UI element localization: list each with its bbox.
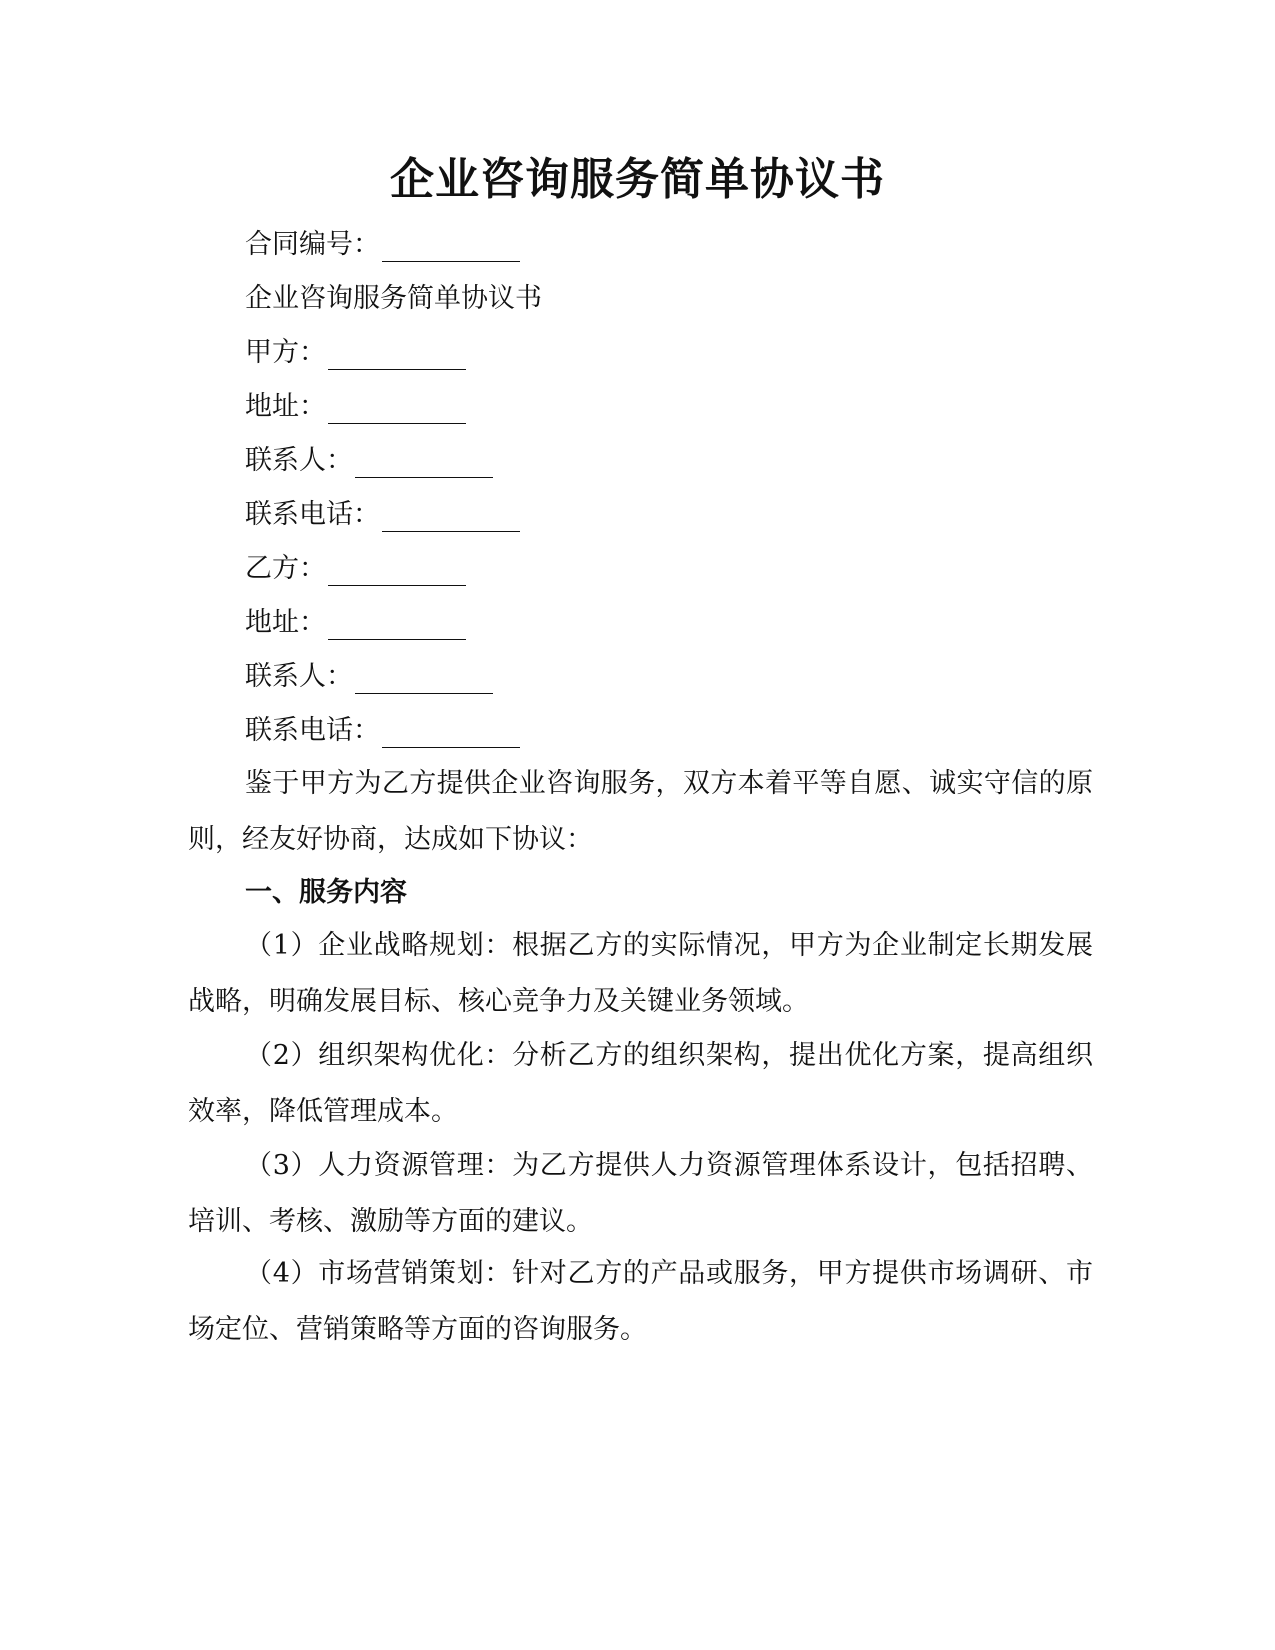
party-b-contact-field	[245, 660, 493, 694]
party-b-phone-field	[245, 714, 520, 748]
party-a-name-blank	[328, 343, 466, 370]
party-b-address-blank	[328, 613, 466, 640]
party-a-address-label: 地址：	[245, 391, 326, 422]
contract-number-label: 合同编号：	[245, 229, 380, 260]
document-subtitle: 企业咨询服务简单协议书	[245, 283, 542, 314]
party-b-address-field	[245, 606, 466, 640]
party-b-contact-blank	[355, 667, 493, 694]
preamble-paragraph: 鉴于甲方为乙方提供企业咨询服务，双方本着平等自愿、诚实守信的原则，经友好协商，达成如下协议：	[188, 768, 1093, 855]
party-a-phone-label: 联系电话：	[245, 499, 380, 530]
party-a-address-field	[245, 390, 466, 424]
party-a-phone-field	[245, 498, 520, 532]
party-b-phone-label: 联系电话：	[245, 715, 380, 746]
party-b-name-field	[245, 552, 466, 586]
contract-number-blank	[382, 235, 520, 262]
service-item-3: （3）人力资源管理：为乙方提供人力资源管理体系设计，包括招聘、培训、考核、激励等方面的建议。	[188, 1150, 1093, 1237]
party-b-contact-label: 联系人：	[245, 661, 353, 692]
party-b-phone-blank	[382, 721, 520, 748]
party-a-contact-label: 联系人：	[245, 445, 353, 476]
party-b-address-label: 地址：	[245, 607, 326, 638]
party-a-name-field	[245, 336, 466, 370]
document-title: 企业咨询服务简单协议书	[390, 154, 885, 205]
service-item-2: （2）组织架构优化：分析乙方的组织架构，提出优化方案，提高组织效率，降低管理成本。	[188, 1040, 1093, 1127]
contract-number-field	[245, 228, 520, 262]
service-item-4: （4）市场营销策划：针对乙方的产品或服务，甲方提供市场调研、市场定位、营销策略等方面的咨询服务。	[188, 1258, 1093, 1345]
party-b-name-blank	[328, 559, 466, 586]
party-a-contact-blank	[355, 451, 493, 478]
party-a-phone-blank	[382, 505, 520, 532]
section-heading-service-content: 一、服务内容	[245, 877, 407, 908]
party-a-address-blank	[328, 397, 466, 424]
party-b-name-label: 乙方：	[245, 553, 326, 584]
party-a-contact-field	[245, 444, 493, 478]
party-a-name-label: 甲方：	[245, 337, 326, 368]
service-item-1: （1）企业战略规划：根据乙方的实际情况，甲方为企业制定长期发展战略，明确发展目标、核心竞争力及关键业务领域。	[188, 930, 1093, 1017]
